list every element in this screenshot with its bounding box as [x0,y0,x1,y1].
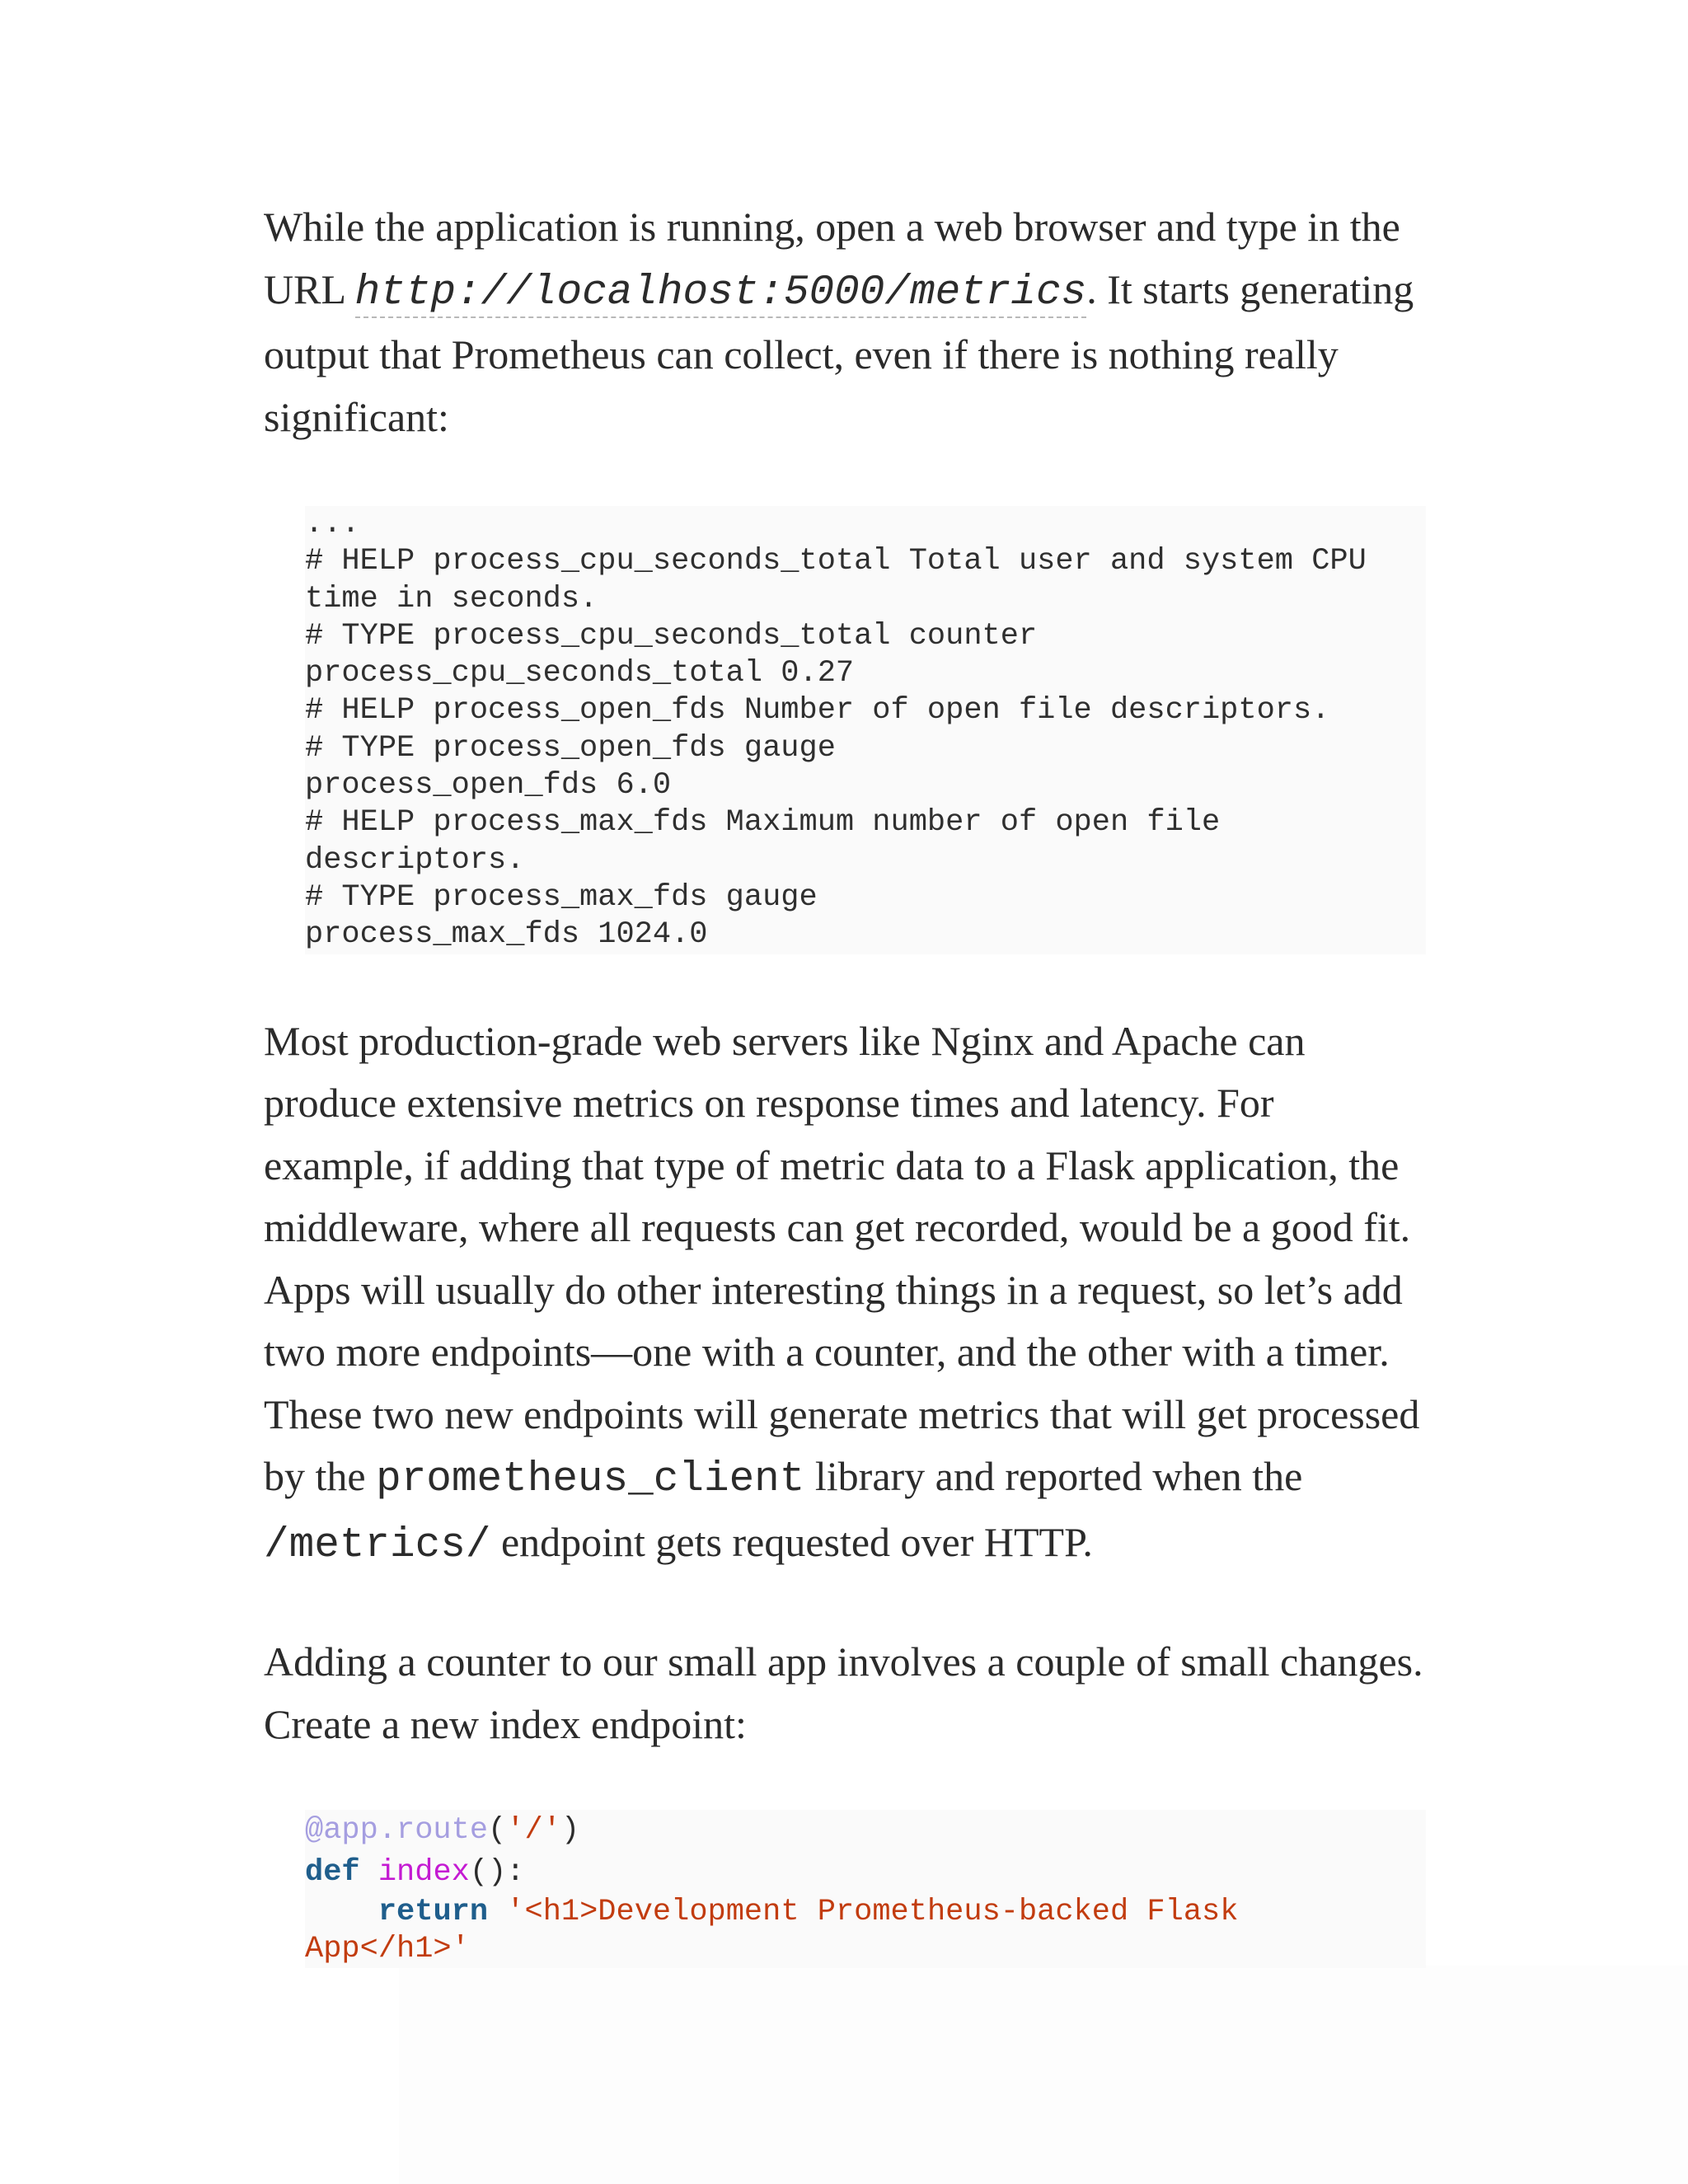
route-string-token: '/' [506,1813,561,1849]
code-line-return [305,1894,1426,1968]
return-string-token: '<h1>Development Prometheus-backed Flask [506,1895,1239,1930]
inline-code-prometheus-client: prometheus_client [376,1456,805,1504]
background-shade [399,1966,1688,2184]
paragraph-middleware [264,1010,1426,1577]
function-name-token: index [377,1855,470,1891]
middleware-text-2: library and reported when the [804,1453,1303,1500]
intro-text-start: While the application is running, open a web browser and type in the URL [264,204,1400,312]
paragraph-counter: Adding a counter to our small app involves a couple of small changes. Create a new index endpoint: [264,1638,1423,1747]
return-keyword-token: return [377,1895,489,1930]
paren-token: ) [560,1813,580,1849]
return-string-token-wrap: App</h1>' [305,1932,470,1967]
metrics-output-code-block: ... # HELP process_cpu_seconds_total Total user and system CPU time in seconds. # TYPE process_cpu_seconds_total counter process_cpu_seconds_total 0.27 # HELP process_open_fds Number of open file descriptors. # TYPE process_open_fds gauge process_open_fds 6.0 # HELP process_max_fds Maximum number of open file descriptors. # TYPE process_max_fds gauge process_max_fds 1024.0 [305,506,1426,954]
metrics-url-link[interactable]: http://localhost:5000/metrics [354,269,1087,316]
middleware-text-1: Most production-grade web servers like Nginx and Apache can produce extensive metrics on response times and latency. For example, if adding that type of metric data to a Flask application, the middleware, where all requests can get recorded, would be a good fit. Apps will usually do other interesting things in a request, so let’s add two more endpoints—one with a counter, and the other with a timer. These two new endpoints will generate metrics that will get processed by the [264,1017,1420,1500]
flask-index-code-block [305,1810,1426,1968]
indent-token [305,1895,378,1929]
document-page [264,196,1426,1968]
middleware-text-3: endpoint gets requested over HTTP. [490,1518,1093,1565]
inline-code-metrics-path: /metrics/ [264,1521,491,1569]
code-line-decorator [305,1810,1426,1852]
decorator-token: @app.route [305,1813,489,1849]
function-tail-token: (): [469,1855,525,1891]
paren-token: ( [488,1813,507,1849]
code-line-def [305,1852,1426,1894]
def-keyword-token: def [305,1855,360,1891]
intro-text-end: . It starts generating output that Prometheus can collect, even if there is nothing really significant: [264,265,1414,440]
paragraph-intro [264,196,1426,448]
